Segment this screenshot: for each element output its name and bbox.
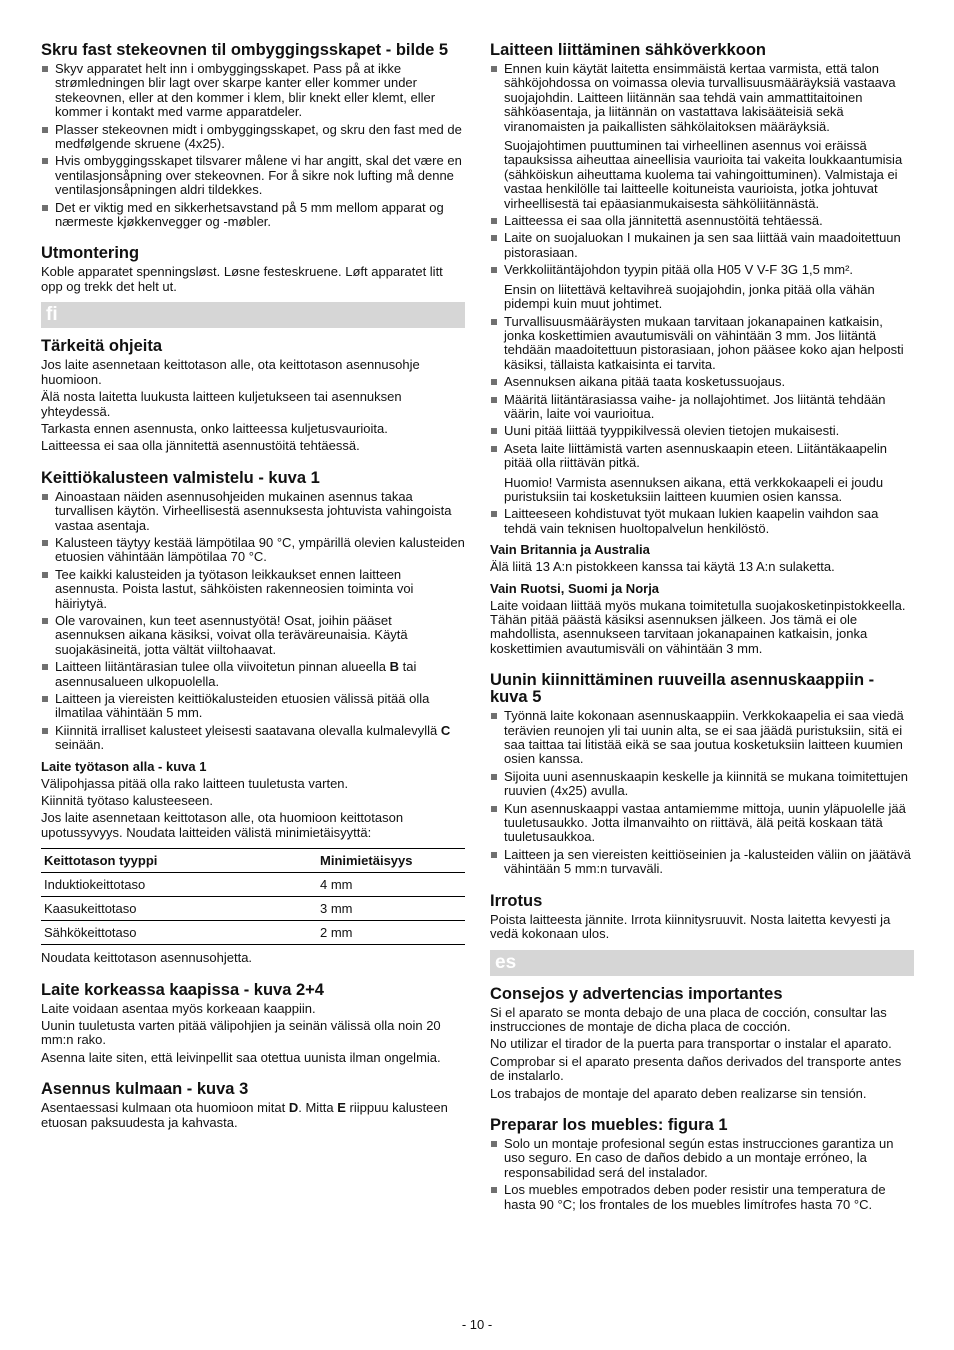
paragraph: Los trabajos de montaje del aparato deben realizarse sin tensión. [490, 1085, 867, 1101]
list-item: Aseta laite liittämistä varten asennuskaapin eteen. Liitäntäkaapelin pitää olla riittävän pitkä. Huomio! Varmista asennuksen aikana, että verkkokaapeli ei joudu puristuksiin tai kosketuksiin laitteen kuumien osien kanssa. [490, 442, 914, 505]
square-bullet-icon [491, 1187, 497, 1193]
list-item: Skyv apparatet helt inn i ombyggingsskapet. Pass på at ikke strømledningen blir lagt over skarpe kanter eller kommer under stekeovnen, eller at den kommer i klem, blir knekt eller klemt, eller kommer i kontakt med varme apparatdeler. [41, 62, 465, 120]
paragraph: Uunin tuuletusta varten pitää välipohjien ja seinän välissä olla noin 20 mm:n rako. [41, 1018, 441, 1048]
square-bullet-icon [491, 852, 497, 858]
square-bullet-icon [491, 267, 497, 273]
paragraph: Suojajohtimen puuttuminen tai virheellinen asennus voi eräissä tapauksissa aiheuttaa aineellisia vaurioita tai vakeita loukkaantumisia (sähköiskun aiheuttama kuolema tai vahingoittuminen). Valmistaja ei vastaa henkilölle tai laitteelle koituneista vaurioista, jotka johtuvat virheellisestä tai epäasianmukaisesta sähköliitännästä. [504, 138, 903, 211]
subheading-tyotaso: Laite työtason alla - kuva 1 [41, 758, 207, 774]
section-heading-uunin: Uunin kiinnittäminen ruuveilla asennuskaappiin - kuva 5 [490, 671, 875, 707]
list-item: Asennuksen aikana pitää taata kosketussuojaus. [490, 375, 914, 389]
list-item: Laitteen ja viereisten keittiökalusteiden etuosien välissä pitää olla ilmatilaa vähintään 5 mm. [41, 692, 465, 721]
table-cell: Sähkökeittotaso [41, 921, 317, 945]
paragraph: Noudata keittotason asennusohjetta. [41, 950, 253, 966]
list-item: Laitteen ja sen viereisten keittiöseinien ja -kalusteiden väliin on jäätävä vähintään 5 mm:n turvaväli. [490, 848, 914, 877]
paragraph: Älä nosta laitetta luukusta laitteen kuljetukseen tai asennuksen yhteydessä. [41, 389, 402, 419]
section-heading-kulma: Asennus kulmaan - kuva 3 [41, 1080, 249, 1099]
square-bullet-icon [491, 1141, 497, 1147]
square-bullet-icon [491, 713, 497, 719]
list-item: Plasser stekeovnen midt i ombyggingsskapet, og skru den fast med de medfølgende skruene (4x25). [41, 123, 465, 152]
right-column [490, 42, 914, 1215]
square-bullet-icon [491, 235, 497, 241]
list-item: Kun asennuskaappi vastaa antamiemme mittoja, uunin yläpuolelle jää tuuletusaukko. Jotta ilmanvaihto on riittävä, älä peitä koskaan tätä tuuletusaukkoa. [490, 802, 914, 845]
paragraph: Ensin on liitettävä keltavihreä suojajohdin, jonka pitää olla vähän pidempi kuin muut johtimet. [504, 281, 875, 312]
paragraph: Kiinnitä työtaso kalusteeseen. [41, 793, 213, 809]
language-code: fi [46, 304, 58, 326]
paragraph: Jos laite asennetaan keittotason alle, ota keittotason asennusohje huomioon. [41, 357, 420, 387]
square-bullet-icon [42, 205, 48, 211]
paragraph: Älä liitä 13 A:n pistokkeen kanssa tai käytä 13 A:n sulaketta. [490, 559, 835, 575]
table-row [41, 873, 465, 897]
square-bullet-icon [42, 158, 48, 164]
paragraph: Tarkasta ennen asennusta, onko laitteessa kuljetusvaurioita. [41, 420, 388, 436]
table-cell: Induktiokeittotaso [41, 873, 317, 897]
list-item: Kalusteen täytyy kestää lämpötilaa 90 °C, ympärillä olevien kalusteiden etuosien vähintään lämpötilaa 70 °C. [41, 536, 465, 565]
paragraph: Comprobar si el aparato presenta daños derivados del transporte antes de instalarlo. [490, 1053, 902, 1084]
paragraph: Laite voidaan liittää myös mukana toimitetulla suojakosketinpistokkeella. Tähän pitää päästä käsiksi asennuksen jälkeen. Jos tämä ei ole mahdollista, asennukseen tarvitaan jokanapainen katkaisin, jonka koskettimien avautumisväli on vähintään 3 mm. [490, 597, 906, 656]
list-item: Ainoastaan näiden asennusohjeiden mukainen asennus takaa turvallisen käytön. Virheellisestä asennuksesta johtuvista vahingoista vastaa asentaja. [41, 490, 465, 533]
sahko-bullet-list [490, 62, 914, 536]
table-header-row [41, 849, 465, 873]
list-item: Solo un montaje profesional según estas instrucciones garantiza un uso seguro. En caso de daños debido a un montaje erróneo, la responsabilidad será del instalador. [490, 1137, 914, 1180]
table-row [41, 897, 465, 921]
section-heading-tarkeita: Tärkeitä ohjeita [41, 337, 163, 356]
paragraph: Laitteessa ei saa olla jännitettä asennustöitä tehtäessä. [41, 438, 360, 454]
list-item: Laitteen liitäntärasian tulee olla viivoitetun pinnan alueella B tai asennusalueen ulkopuolella. [41, 660, 465, 689]
square-bullet-icon [42, 572, 48, 578]
square-bullet-icon [42, 66, 48, 72]
square-bullet-icon [491, 511, 497, 517]
list-item: Kiinnitä irralliset kalusteet yleisesti saatavana olevalla kulmalevyllä C seinään. [41, 724, 465, 753]
square-bullet-icon [491, 66, 497, 72]
list-item: Sijoita uuni asennuskaapin keskelle ja kiinnitä se mukana toimitettujen ruuvien (4x25) avulla. [490, 770, 914, 799]
list-item: Tee kaikki kalusteiden ja työtason leikkaukset ennen laitteen asennusta. Poista lastut, sähköisten rakenneosien toiminta voi häiriytyä. [41, 568, 465, 611]
paragraph: Poista laitteesta jännite. Irrota kiinnitysruuvit. Nosta laitetta kevyesti ja vedä kokonaan ulos. [490, 911, 891, 942]
square-bullet-icon [42, 696, 48, 702]
min-distance-table [41, 848, 465, 945]
list-item: Hvis ombyggingsskapet tilsvarer målene vi har angitt, skal det være en ventilasjonsåpning over stekeovnen. For å sikre nok lufting må denne ventilasjonsåpningen aldri tildekkes. [41, 154, 465, 197]
paragraph: No utilizar el tirador de la puerta para transportar o instalar el aparato. [490, 1036, 892, 1052]
square-bullet-icon [491, 446, 497, 452]
subheading-britannia: Vain Britannia ja Australia [490, 542, 650, 558]
square-bullet-icon [42, 127, 48, 133]
square-bullet-icon [491, 218, 497, 224]
table-cell: Kaasukeittotaso [41, 897, 317, 921]
table-row [41, 921, 465, 945]
list-item: Laitteeseen kohdistuvat työt mukaan lukien kaapelin vaihdon saa tehdä vain teknisen huoltopalvelun henkilöstö. [490, 507, 914, 536]
square-bullet-icon [491, 806, 497, 812]
section-heading-keittio: Keittiökalusteen valmistelu - kuva 1 [41, 468, 320, 487]
square-bullet-icon [491, 379, 497, 385]
section-heading-consejos: Consejos y advertencias importantes [490, 984, 783, 1003]
list-item: Laitteessa ei saa olla jännitettä asennustöitä tehtäessä. [490, 214, 914, 228]
list-item: Työnnä laite kokonaan asennuskaappiin. Verkkokaapelia ei saa viedä terävien reunojen yli tai uunin alta, se ei saa jäädä puristuksiin, sitä ei saa taittaa tai litistää eikä se saa joutua kosketuksiin laitteen kuumien osien kanssa. [490, 709, 914, 767]
section-heading-sahko: Laitteen liittäminen sähköverkkoon [490, 41, 766, 59]
square-bullet-icon [491, 319, 497, 325]
square-bullet-icon [42, 618, 48, 624]
square-bullet-icon [491, 397, 497, 403]
table-header: Minimietäisyys [317, 849, 465, 873]
section-heading-irrotus: Irrotus [490, 891, 543, 910]
paragraph: Välipohjassa pitää olla rako laitteen tuuletusta varten. [41, 775, 349, 791]
section-heading-preparar: Preparar los muebles: figura 1 [490, 1115, 728, 1134]
language-bar-es [490, 950, 914, 976]
square-bullet-icon [42, 540, 48, 546]
list-item: Det er viktig med en sikkerhetsavstand på 5 mm mellom apparat og nærmeste kjøkkenvegger og -møbler. [41, 201, 465, 230]
section-heading-no-mounting: Skru fast stekeovnen til ombyggingsskapet - bilde 5 [41, 41, 449, 59]
list-item: Los muebles empotrados deben poder resistir una temperatura de hasta 90 °C; los frontales de los muebles limítrofes hasta 70 °C. [490, 1183, 914, 1212]
left-column [41, 42, 465, 1133]
keittio-bullet-list [41, 490, 465, 753]
paragraph: Jos laite asennetaan keittotason alle, ota huomioon keittotason upotussyvyys. Noudata laitteiden välistä minimietäisyyttä: [41, 810, 404, 840]
language-code: es [495, 951, 517, 973]
no-bullet-list [41, 62, 465, 229]
paragraph: Huomio! Varmista asennuksen aikana, että verkkokaapeli ei joudu puristuksiin tai kosketuksiin laitteen kuumien osien kanssa. [504, 474, 884, 504]
section-heading-utmontering: Utmontering [41, 244, 140, 263]
section-heading-korkea: Laite korkeassa kaapissa - kuva 2+4 [41, 980, 324, 999]
table-cell: 4 mm [317, 873, 465, 897]
list-item: Määritä liitäntärasiassa vaihe- ja nollajohtimet. Jos liitäntä tehdään väärin, laite voi vaurioitua. [490, 393, 914, 422]
square-bullet-icon [42, 664, 48, 670]
list-item: Turvallisuusmääräysten mukaan tarvitaan jokanapainen katkaisin, jonka koskettimien avautumisväli on vähintään 3 mm. Jos liitäntä tehdään maadoitettuun pistorasiaan, johon pääsee koko ajan helposti käsiksi, tällaista katkaisinta ei tarvita. [490, 315, 914, 373]
table-cell: 3 mm [317, 897, 465, 921]
square-bullet-icon [491, 428, 497, 434]
table-cell: 2 mm [317, 921, 465, 945]
list-item: Verkkoliitäntäjohdon tyypin pitää olla H05 V V-F 3G 1,5 mm². Ensin on liitettävä keltavihreä suojajohdin, jonka pitää olla vähän pidempi kuin muut johtimet. [490, 263, 914, 311]
page-number: - 10 - [461, 1317, 493, 1332]
paragraph: Asentaessasi kulmaan ota huomioon mitat D. Mitta E riippuu kalusteen etuosan paksuudesta ja kahvasta. [41, 1100, 448, 1130]
table-header: Keittotason tyyppi [41, 849, 317, 873]
paragraph: Koble apparatet spenningsløst. Løsne festeskruene. Løft apparatet litt opp og trekk det helt ut. [41, 264, 443, 294]
list-item: Uuni pitää liittää tyyppikilvessä olevien tietojen mukaisesti. [490, 424, 914, 438]
paragraph: Asenna laite siten, että leivinpellit saa otettua uunista ilman ongelmia. [41, 1049, 441, 1065]
square-bullet-icon [491, 774, 497, 780]
list-item: Ennen kuin käytät laitetta ensimmäistä kertaa varmista, että talon sähköjohdossa on voimassa olevia turvallisuusmääräyksiä vastaava suojajohdin. Laitteen liitännän saa tehdä vain ammattitaitoinen sähköasentaja, ja liitännän on vastattava lakisääteisiä sekä viranomaisten ja paikallisten sähkölaitoksen määräyksiä. Suojajohtimen puuttuminen tai virheellinen asennus voi eräissä tapauksissa aiheuttaa aineellisia vaurioita tai vakeita loukkaantumisia (sähköiskun aiheuttama kuolema tai vahingoittuminen). Valmistaja ei vastaa henkilölle tai laitteelle koituneista vaurioista, jotka johtuvat virheellisestä tai epäasianmukaisesta sähköliitännästä. [490, 62, 914, 211]
square-bullet-icon [42, 728, 48, 734]
subheading-ruotsi: Vain Ruotsi, Suomi ja Norja [490, 580, 660, 596]
list-item: Ole varovainen, kun teet asennustyötä! Osat, joihin pääset asennuksen aikana käsiksi, voivat olla teräväreunaisia. Käytä suojakäsineitä, jotta vältät viiltohaavat. [41, 614, 465, 657]
paragraph: Laite voidaan asentaa myös korkeaan kaappiin. [41, 1000, 316, 1016]
paragraph: Si el aparato se monta debajo de una placa de cocción, consultar las instrucciones de montaje de dicha placa de cocción. [490, 1004, 887, 1034]
square-bullet-icon [42, 494, 48, 500]
list-item: Laite on suojaluokan I mukainen ja sen saa liittää vain maadoitettuun pistorasiaan. [490, 231, 914, 260]
uunin-bullet-list [490, 709, 914, 876]
preparar-bullet-list [490, 1137, 914, 1212]
language-bar-fi [41, 302, 465, 328]
